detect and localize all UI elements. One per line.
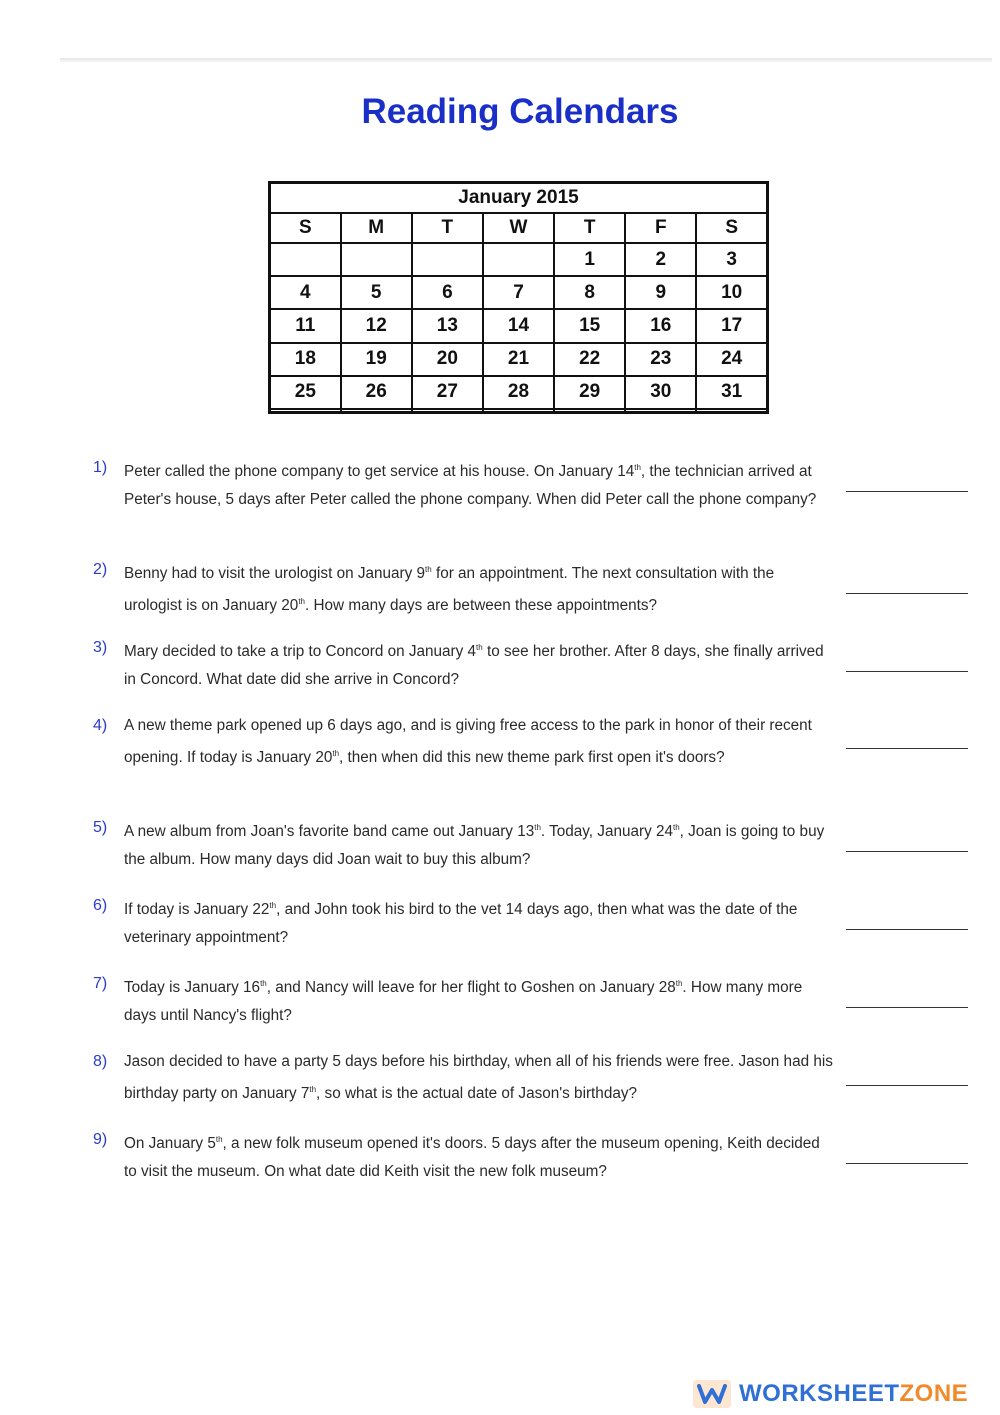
calendar-day: 8 (554, 276, 625, 309)
brand-wordmark (739, 1380, 968, 1408)
question-number: 2) (93, 561, 108, 578)
answer-line[interactable] (846, 748, 968, 749)
question-item (93, 634, 833, 694)
calendar-day (412, 409, 483, 412)
answer-line[interactable] (846, 1085, 968, 1086)
calendar-day: 14 (483, 309, 554, 342)
answer-line[interactable] (846, 671, 968, 672)
calendar-day-of-week: M (341, 213, 412, 243)
question-item (93, 970, 833, 1030)
calendar-week (270, 343, 768, 376)
question-text: Today is January 16th, and Nancy will leave for her flight to Goshen on January 28th. How many more days until Nancy's flight? (124, 979, 803, 1025)
question-text: If today is January 22th, and John took his bird to the vet 14 days ago, then what was the date of the veterinary appointment? (124, 901, 798, 947)
calendar-day: 22 (554, 343, 625, 376)
calendar-day: 16 (625, 309, 696, 342)
calendar-day: 4 (270, 276, 341, 309)
question-number: 1) (93, 459, 108, 476)
calendar-day: 21 (483, 343, 554, 376)
calendar-day: 20 (412, 343, 483, 376)
calendar-day (341, 409, 412, 412)
calendar-day-of-week: S (696, 213, 767, 243)
calendar-week (270, 243, 768, 276)
question-text: Jason decided to have a party 5 days before his birthday, when all of his friends were free. Jason had his birthday party on January 7th, so what is the actual date of Jason's birthday? (124, 1053, 833, 1103)
calendar-day: 25 (270, 376, 341, 409)
answer-line[interactable] (846, 1163, 968, 1164)
calendar-day: 23 (625, 343, 696, 376)
calendar-day: 3 (696, 243, 767, 276)
calendar-day: 31 (696, 376, 767, 409)
w-logo-icon (693, 1378, 731, 1410)
calendar-day: 13 (412, 309, 483, 342)
question-text: Benny had to visit the urologist on January 9th for an appointment. The next consultation with the urologist is on January 20th. How many days are between these appointments? (124, 565, 775, 615)
calendar-day: 7 (483, 276, 554, 309)
calendar-day-of-week: T (412, 213, 483, 243)
calendar-day: 10 (696, 276, 767, 309)
calendar-week (270, 309, 768, 342)
answer-line[interactable] (846, 1007, 968, 1008)
calendar-day: 19 (341, 343, 412, 376)
question-item (93, 454, 833, 514)
calendar-day (554, 409, 625, 412)
page-title: Reading Calendars (361, 92, 679, 131)
calendar-day: 1 (554, 243, 625, 276)
calendar-day-of-week: T (554, 213, 625, 243)
calendar-day: 5 (341, 276, 412, 309)
question-text: A new theme park opened up 6 days ago, and is giving free access to the park in honor of their recent opening. If today is January 20th, then when did this new theme park first open it's doors? (124, 717, 812, 767)
top-divider (60, 58, 992, 62)
question-item (93, 814, 833, 874)
question-number: 3) (93, 639, 108, 656)
calendar-day: 17 (696, 309, 767, 342)
calendar-table (268, 181, 769, 414)
calendar-day: 2 (625, 243, 696, 276)
question-item (93, 1048, 833, 1108)
calendar-day-of-week: W (483, 213, 554, 243)
calendar-day: 26 (341, 376, 412, 409)
calendar-day (483, 409, 554, 412)
question-text: Peter called the phone company to get service at his house. On January 14th, the technician arrived at Peter's house, 5 days after Peter called the phone company. When did Peter call the phone company? (124, 463, 817, 509)
calendar-day (270, 243, 341, 276)
answer-line[interactable] (846, 851, 968, 852)
brand-wordmark-part1: WORKSHEET (739, 1380, 900, 1407)
calendar-day-of-week: F (625, 213, 696, 243)
calendar-day: 24 (696, 343, 767, 376)
question-text: Mary decided to take a trip to Concord on January 4th to see her brother. After 8 days, she finally arrived in Concord. What date did she arrive in Concord? (124, 643, 824, 689)
calendar-day: 18 (270, 343, 341, 376)
question-number: 9) (93, 1131, 108, 1148)
answer-line[interactable] (846, 929, 968, 930)
question-item (93, 556, 833, 620)
brand-wordmark-part2: ZONE (899, 1380, 969, 1407)
calendar-day (412, 243, 483, 276)
calendar-day: 29 (554, 376, 625, 409)
answer-line[interactable] (846, 593, 968, 594)
question-item (93, 712, 833, 772)
calendar-day: 6 (412, 276, 483, 309)
answer-line[interactable] (846, 491, 968, 492)
calendar-day: 11 (270, 309, 341, 342)
calendar-day (270, 409, 341, 412)
calendar-day: 27 (412, 376, 483, 409)
question-text: A new album from Joan's favorite band came out January 13th. Today, January 24th, Joan is going to buy the album. How many days did Joan wait to buy this album? (124, 823, 825, 869)
calendar-week (270, 409, 768, 412)
calendar-day: 9 (625, 276, 696, 309)
question-item (93, 1126, 833, 1186)
question-number: 4) (93, 717, 108, 734)
calendar-day: 15 (554, 309, 625, 342)
calendar-day: 30 (625, 376, 696, 409)
calendar-day (625, 409, 696, 412)
question-text: On January 5th, a new folk museum opened it's doors. 5 days after the museum opening, Keith decided to visit the museum. On what date did Keith visit the new folk museum? (124, 1135, 820, 1181)
question-number: 8) (93, 1053, 108, 1070)
calendar-day: 28 (483, 376, 554, 409)
calendar-week (270, 376, 768, 409)
calendar-month: January 2015 (270, 183, 768, 214)
question-number: 5) (93, 819, 108, 836)
calendar-week (270, 276, 768, 309)
calendar-day (483, 243, 554, 276)
question-number: 6) (93, 897, 108, 914)
calendar-day (341, 243, 412, 276)
question-item (93, 892, 833, 952)
calendar-day-of-week: S (270, 213, 341, 243)
calendar-day: 12 (341, 309, 412, 342)
question-number: 7) (93, 975, 108, 992)
calendar-day (696, 409, 767, 412)
brand-logo (693, 1376, 968, 1412)
